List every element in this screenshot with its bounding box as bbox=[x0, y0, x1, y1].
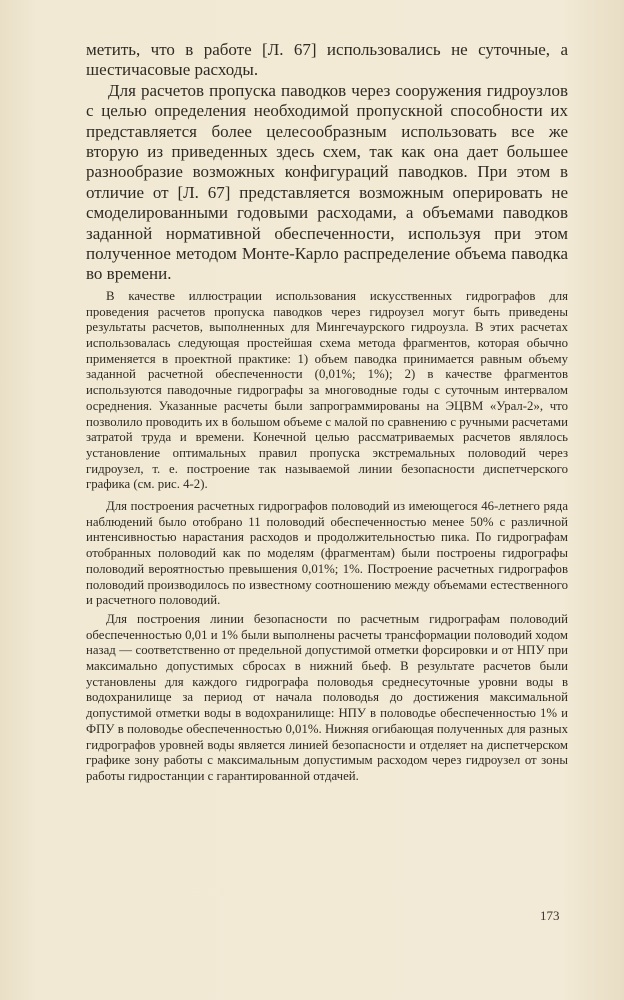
paragraph-main: Для расчетов пропуска паводков через сооружения гидроузлов с целью определения необходимой пропускной способности их представляется более целесообразным использовать все же вторую из приведенных здесь схем, так как она дает большее разнообразие возможных конфигураций паводков. При этом в отличие от [Л. 67] представляется возможным оперировать не смоделированными годовыми расходами, а объемами паводков заданной нормативной обеспеченности, используя при этом полученное методом Монте-Карло распределение объема паводка во времени. bbox=[86, 80, 568, 284]
paragraph-continuation: метить, что в работе [Л. 67] использовались не суточные, а шестичасовые расходы. bbox=[86, 40, 568, 80]
paragraph-small-2: Для построения расчетных гидрографов половодий из имеющегося 46-летнего ряда наблюдений было отобрано 11 половодий обеспеченностью менее 50% с различной интенсивностью нарастания расходов и продолжительностью пика. По гидрографам отобранных половодий как по моделям (фрагментам) были построены гидрографы половодий вероятностью превышения 0,01%; 1%. Построение расчетных гидрографов половодий производилось по известному соотношению между объемами естественного и расчетного половодий. bbox=[86, 499, 568, 608]
page-number: 173 bbox=[540, 908, 560, 923]
paragraph-small-3: Для построения линии безопасности по расчетным гидрографам половодий обеспеченностью 0,01 и 1% были выполнены расчеты трансформации половодий ходом назад — соответственно от предельной допустимой отметки форсировки и от НПУ при максимально допустимых сбросах в нижний бьеф. В результате расчетов были установлены для каждого гидрографа половодья среднесуточные уровни воды в водохранилище за период от начала половодья до достижения максимальной допустимой отметки воды в водохранилище: НПУ в половодье обеспеченностью 1% и ФПУ в половодье обеспеченностью 0,01%. Нижняя огибающая полученных для разных гидрографов уровней воды является линией безопасности и отделяет на диспетчерском графике зону работы с максимальным допустимым расходом через гидроузел от зоны работы гидростанции с гарантированной отдачей. bbox=[86, 611, 568, 783]
body-text bbox=[86, 40, 568, 785]
paragraph-small-1: В качестве иллюстрации использования искусственных гидрографов для проведения расчетов пропуска паводков через гидроузел могут быть приведены результаты расчетов, выполненных для Мингечаурского гидроузла. В этих расчетах использовалась следующая простейшая схема метода фрагментов, которая обычно применяется в проектной практике: 1) объем паводка принимается равным объему заданной расчетной обеспеченности (0,01%; 1%); 2) в качестве фрагментов используются паводочные гидрографы за многоводные годы с суточным интервалом осреднения. Указанные расчеты были запрограммированы на ЭЦВМ «Урал-2», что позволило проводить их в большом объеме с малой по сравнению с ручными расчетами затратой труда и времени. Конечной целью рассматриваемых расчетов являлось установление оптимальных правил пропуска экстремальных половодий через гидроузел, т. е. построение так называемой линии безопасности диспетчерского графика (см. рис. 4-2). bbox=[86, 288, 568, 492]
